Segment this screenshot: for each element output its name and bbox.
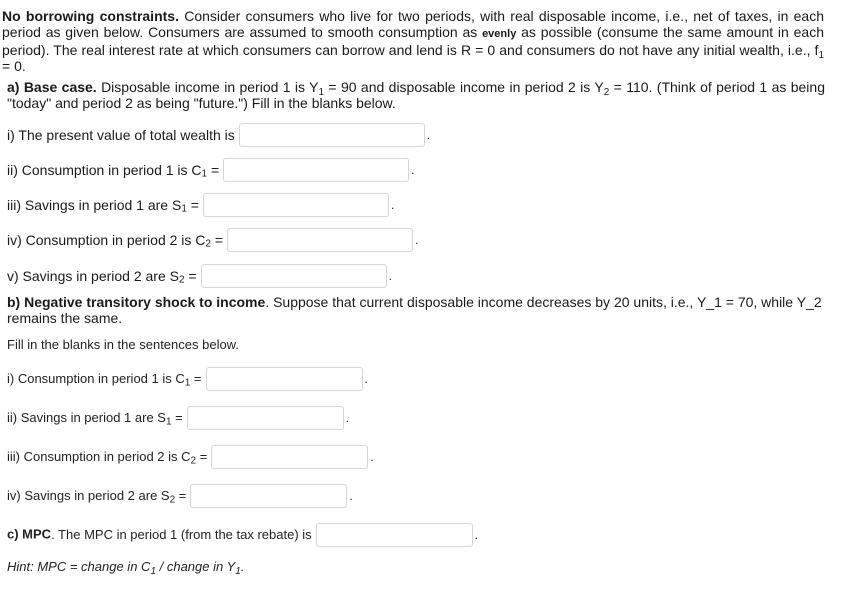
question-a-3-sub: 1: [181, 203, 187, 215]
question-a-4-sub: 2: [205, 238, 211, 250]
question-a-4: [7, 228, 418, 248]
intro-text-3: = 0.: [2, 58, 26, 74]
question-c: [7, 523, 478, 543]
answer-a-5-input[interactable]: [201, 264, 387, 288]
question-b-1: [7, 367, 368, 387]
question-a-5-tail: =: [184, 268, 197, 284]
period-mark: .: [388, 269, 392, 283]
question-b-3-tail: =: [196, 449, 208, 464]
hint-text-3: .: [240, 559, 245, 574]
part-a-sub-2: 2: [603, 87, 610, 98]
question-b-2-label: ii) Savings in period 1 are S: [7, 410, 166, 425]
question-a-5-label: v) Savings in period 2 are S: [7, 268, 179, 284]
question-a-2: [7, 158, 415, 178]
part-a-text-1: Disposable income in period 1 is Y: [96, 79, 319, 95]
question-b-3-label: iii) Consumption in period 2 is C: [7, 449, 191, 464]
part-a-sub-1: 1: [318, 87, 325, 98]
intro-sub: 1: [818, 50, 824, 61]
period-mark: .: [345, 411, 350, 425]
answer-b-1-input[interactable]: [206, 367, 363, 391]
intro-paragraph: [2, 8, 824, 74]
question-b-3-sub: 2: [190, 455, 197, 467]
question-a-2-label: ii) Consumption in period 1 is C: [7, 162, 202, 178]
hint: [7, 557, 244, 577]
intro-evenly: evenly: [482, 28, 517, 40]
question-a-1-label: i) The present value of total wealth is: [7, 127, 235, 143]
question-b-1-sub: 1: [184, 377, 191, 389]
question-a-3-label: iii) Savings in period 1 are S: [7, 197, 182, 213]
answer-b-4-input[interactable]: [190, 484, 347, 508]
intro-text-2: as possible (consume the same amount in each period). The real interest rate at which consumers can borrow and lend is R = 0 and consumers do not have any initial wealth, i.e., f: [2, 24, 824, 58]
question-a-2-sub: 1: [201, 168, 208, 180]
question-b-1-tail: =: [190, 371, 202, 386]
hint-sub-2: 1: [235, 566, 241, 577]
question-a-2-tail: =: [207, 162, 220, 178]
intro-text-1: Consider consumers who live for two periods, with real disposable income, i.e., net of taxes, in each period as given below. Consumers are assumed to smooth consumption as: [2, 8, 824, 40]
period-mark: .: [411, 163, 415, 177]
part-b-heading: b) Negative transitory shock to income: [7, 294, 266, 310]
period-mark: .: [370, 450, 374, 464]
part-b-instruction: Fill in the blanks in the sentences below.: [7, 337, 239, 352]
period-mark: .: [474, 528, 478, 542]
question-b-4-label: iv) Savings in period 2 are S: [7, 488, 170, 503]
part-b-text: . Suppose that current disposable income decreases by 20 units, i.e., Y_1 = 70, while Y_2 remains the same.: [7, 294, 822, 326]
question-b-3: [7, 445, 374, 465]
period-mark: .: [349, 489, 353, 503]
question-a-3: [7, 193, 394, 213]
question-a-4-tail: =: [210, 232, 224, 248]
period-mark: .: [364, 372, 368, 386]
hint-text-1: Hint: MPC = change in C: [7, 559, 151, 574]
part-b-paragraph: [7, 294, 825, 326]
part-a-text-2: = 90 and disposable income in period 2 is Y: [324, 79, 604, 95]
answer-b-3-input[interactable]: [211, 445, 368, 469]
hint-text-2: / change in Y: [156, 559, 236, 574]
question-a-5-sub: 2: [178, 274, 185, 286]
question-b-4: [7, 484, 353, 504]
part-a-paragraph: [7, 79, 825, 111]
question-b-1-label: i) Consumption in period 1 is C: [7, 371, 185, 386]
answer-a-2-input[interactable]: [223, 158, 409, 182]
answer-a-3-input[interactable]: [203, 193, 389, 217]
question-b-2-tail: =: [171, 410, 183, 425]
question-b-2: [7, 406, 349, 426]
question-a-3-tail: =: [186, 197, 199, 213]
part-a-heading: a) Base case.: [7, 79, 97, 95]
question-a-5: [7, 264, 392, 284]
period-mark: .: [390, 198, 395, 212]
question-b-2-sub: 1: [165, 416, 172, 428]
intro-heading: No borrowing constraints.: [2, 8, 179, 24]
answer-b-2-input[interactable]: [187, 406, 344, 430]
answer-a-1-input[interactable]: [239, 123, 425, 147]
question-a-4-label: iv) Consumption in period 2 is C: [7, 232, 206, 248]
answer-c-input[interactable]: [316, 523, 473, 547]
question-a-1: [7, 123, 430, 143]
part-c-text: . The MPC in period 1 (from the tax rebate) is: [51, 527, 312, 542]
question-b-4-sub: 2: [169, 494, 176, 506]
part-a-text-3: = 110. (Think of period 1 as being "today" and period 2 as being "future.") Fill in the blanks below.: [7, 79, 825, 111]
question-b-4-tail: =: [175, 488, 187, 503]
period-mark: .: [415, 233, 419, 247]
period-mark: .: [426, 128, 431, 142]
answer-a-4-input[interactable]: [227, 228, 413, 252]
hint-sub-1: 1: [150, 566, 156, 577]
part-c-heading: c) MPC: [7, 526, 52, 542]
